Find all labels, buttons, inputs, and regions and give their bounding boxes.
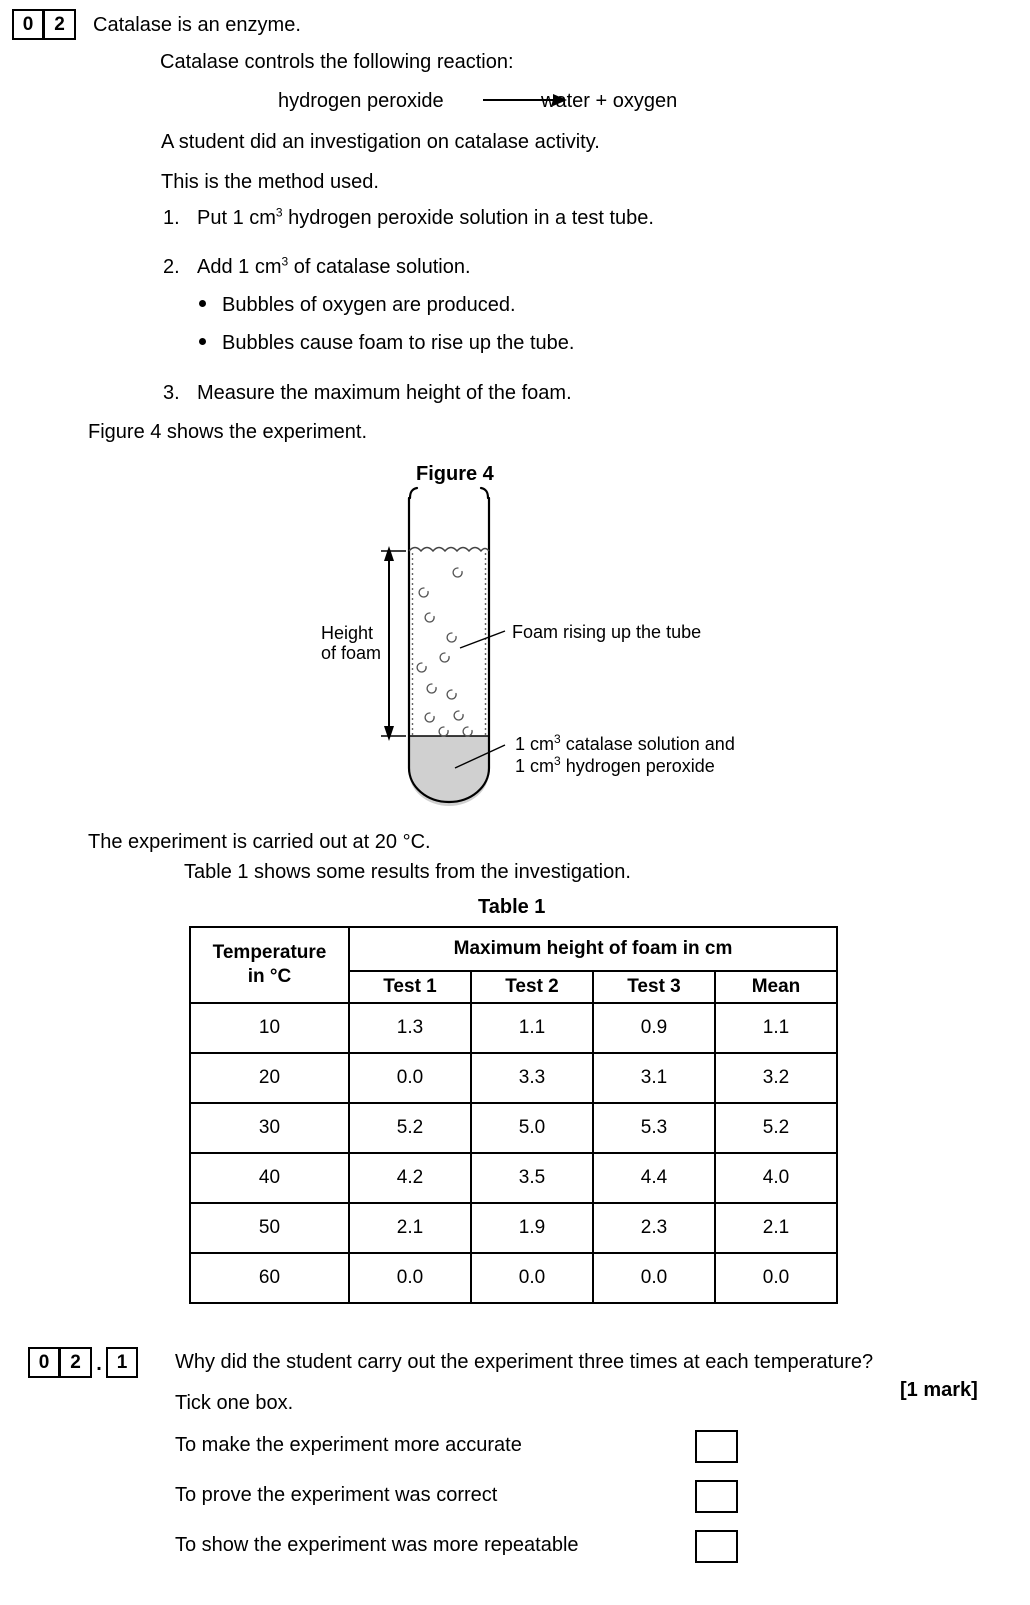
question-number-02 [12,9,76,40]
method-step-1-text-after: hydrogen peroxide solution in a test tube. [282,207,654,229]
header-test-3: Test 3 [593,971,715,1003]
tick-instruction-bold: one [216,1392,250,1414]
tick-instruction-after: box. [249,1392,294,1414]
option-label-3: To show the experiment was more repeatable [175,1534,579,1556]
tick-checkbox-1[interactable] [695,1430,738,1463]
figure-intro-text [88,420,367,444]
header-temperature-line1: Temperature [212,942,327,964]
method-step-1-text [197,206,654,230]
foam-rising-label: Foam rising up the tube [512,622,702,642]
table-row [190,1103,837,1153]
header-mean: Mean [715,971,837,1003]
reaction-intro-text: Catalase controls the following reaction: [160,51,514,73]
figure-intro-bold: Figure 4 [88,421,162,443]
cell-temperature: 10 [190,1003,349,1053]
investigation-text: A student did an investigation on catalase activity. [161,131,600,153]
cell-test1: 0.0 [349,1053,471,1103]
cell-temperature: 50 [190,1203,349,1253]
header-max-height-span: Maximum height of foam in cm [349,927,837,971]
solution-label-line2-superscript: 3 [554,754,561,768]
table-row [190,1203,837,1253]
header-temperature [190,927,349,1003]
method-step-1-number: 1. [163,207,180,229]
cell-test1: 1.3 [349,1003,471,1053]
table-row [190,1003,837,1053]
cell-test3: 0.9 [593,1003,715,1053]
cell-test1: 2.1 [349,1203,471,1253]
solution-label-line2 [515,756,715,778]
cell-test1: 0.0 [349,1253,471,1303]
table-caption: Table 1 [478,896,546,918]
cell-test3: 4.4 [593,1153,715,1203]
table-row [190,1253,837,1303]
solution-label-line1-before: 1 cm [515,734,555,754]
cell-test3: 3.1 [593,1053,715,1103]
cell-test2: 3.5 [471,1153,593,1203]
table-intro-rest: shows some results from the investigation. [248,861,631,883]
temperature-note: The experiment is carried out at 20 °C. [88,831,431,853]
bullet-text-2: Bubbles cause foam to rise up the tube. [222,332,575,354]
cell-test3: 5.3 [593,1103,715,1153]
cell-mean: 5.2 [715,1103,837,1153]
cell-mean: 0.0 [715,1253,837,1303]
table-intro-bold: Table 1 [184,861,249,883]
tick-checkbox-2[interactable] [695,1480,738,1513]
sub-question-part-digit: 1 [106,1347,138,1378]
tick-instruction-before: Tick [175,1392,217,1414]
height-of-foam-label-line2: of foam [321,643,382,663]
cell-temperature: 20 [190,1053,349,1103]
table-intro-text [184,860,631,884]
height-of-foam-label-line1: Height [321,623,374,643]
solution-label-line2-before: 1 cm [515,756,555,776]
results-table [189,926,838,1304]
method-step-2-text [197,255,471,279]
sub-question-separator: . [96,1353,102,1375]
table-row [190,1153,837,1203]
cell-test2: 1.9 [471,1203,593,1253]
cell-test2: 5.0 [471,1103,593,1153]
header-temperature-line2: in °C [247,966,292,987]
tick-instruction [175,1391,293,1415]
cell-test2: 3.3 [471,1053,593,1103]
bullet-text-1: Bubbles of oxygen are produced. [222,294,516,316]
sub-question-digit-2: 2 [60,1347,92,1378]
method-intro-text: This is the method used. [161,171,379,193]
header-test-1: Test 1 [349,971,471,1003]
question-digit-0: 0 [12,9,44,40]
bullet-dot-icon-2 [199,338,206,345]
marks-label: [1 mark] [900,1379,978,1401]
cell-test3: 2.3 [593,1203,715,1253]
option-label-2: To prove the experiment was correct [175,1484,498,1506]
cell-test2: 0.0 [471,1253,593,1303]
solution-label-line1 [515,734,735,756]
reaction-reactant: hydrogen peroxide [278,90,444,112]
sub-question-prompt: Why did the student carry out the experiment three times at each temperature? [175,1351,874,1373]
option-label-1: To make the experiment more accurate [175,1434,522,1456]
table-header-row-top [190,927,837,971]
method-step-1-text-before: Put 1 cm [197,207,276,229]
solution-label-line1-superscript: 3 [554,732,561,746]
figure-intro-rest: shows the experiment. [161,421,368,443]
method-step-2-superscript: 3 [281,254,289,269]
sub-question-number-02-1 [28,1347,138,1378]
method-step-3-number: 3. [163,382,180,404]
method-step-3-text: Measure the maximum height of the foam. [197,382,572,404]
solution-label-line1-after: catalase solution and [560,734,735,754]
question-digit-2: 2 [44,9,76,40]
cell-test1: 4.2 [349,1153,471,1203]
cell-test1: 5.2 [349,1103,471,1153]
solution-label-line2-after: hydrogen peroxide [560,756,715,776]
cell-mean: 3.2 [715,1053,837,1103]
cell-test2: 1.1 [471,1003,593,1053]
method-step-1-superscript: 3 [275,205,283,220]
bullet-dot-icon-1 [199,300,206,307]
method-step-2-text-after: of catalase solution. [288,256,471,278]
header-test-2: Test 2 [471,971,593,1003]
method-step-2-number: 2. [163,256,180,278]
cell-test3: 0.0 [593,1253,715,1303]
figure-caption: Figure 4 [416,463,494,485]
question-intro-text: Catalase is an enzyme. [93,14,301,36]
cell-mean: 1.1 [715,1003,837,1053]
tick-checkbox-3[interactable] [695,1530,738,1563]
cell-mean: 4.0 [715,1153,837,1203]
cell-temperature: 40 [190,1153,349,1203]
cell-mean: 2.1 [715,1203,837,1253]
reaction-products: water + oxygen [541,90,678,112]
cell-temperature: 60 [190,1253,349,1303]
table-row [190,1053,837,1103]
cell-temperature: 30 [190,1103,349,1153]
method-step-2-text-before: Add 1 cm [197,256,282,278]
sub-question-digit-0: 0 [28,1347,60,1378]
